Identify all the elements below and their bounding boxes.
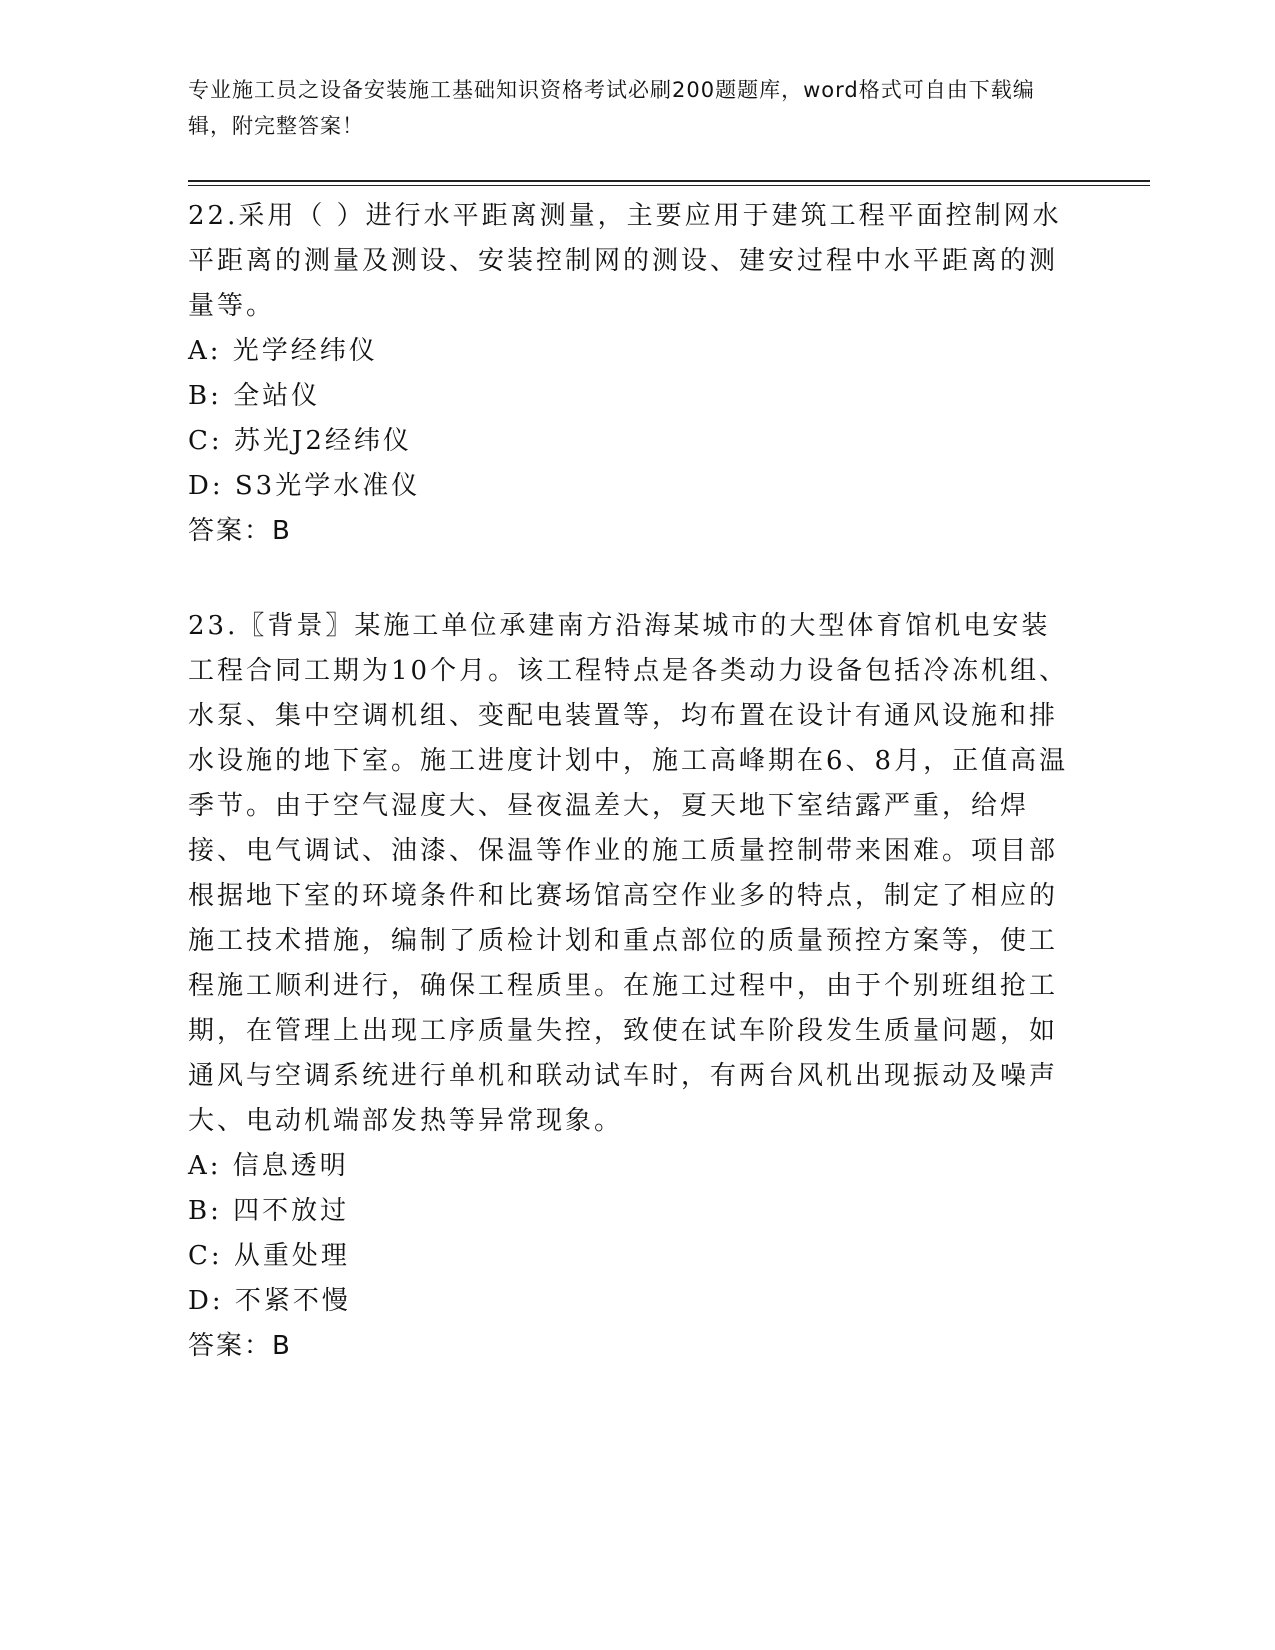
question-22 [188, 194, 1150, 554]
option-b: B: 四不放过 [188, 1196, 350, 1226]
option-c: C: 苏光J2经纬仪 [188, 426, 412, 456]
header-divider [188, 180, 1150, 186]
option-d: D: S3光学水准仪 [188, 471, 421, 501]
option-c: C: 从重处理 [188, 1241, 350, 1271]
question-23 [188, 604, 1150, 1369]
document-header: 专业施工员之设备安装施工基础知识资格考试必刷200题题库，word格式可自由下载编辑，附完整答案！ [188, 78, 1035, 138]
answer: 答案：B [188, 1331, 292, 1361]
option-b: B: 全站仪 [188, 381, 321, 411]
option-a: A: 信息透明 [188, 1151, 349, 1181]
question-stem: 23.〖背景〗某施工单位承建南方沿海某城市的大型体育馆机电安装工程合同工期为10个月。该工程特点是各类动力设备包括冷冻机组、水泵、集中空调机组、变配电装置等，均布置在设计有通风设施和排水设施的地下室。施工进度计划中，施工高峰期在6、8月，正值高温季节。由于空气湿度大、昼夜温差大，夏天地下室结露严重，给焊接、电气调试、油漆、保温等作业的施工质量控制带来困难。项目部根据地下室的环境条件和比赛场馆高空作业多的特点，制定了相应的施工技术措施，编制了质检计划和重点部位的质量预控方案等，使工程施工顺利进行，确保工程质里。在施工过程中，由于个别班组抢工期，在管理上出现工序质量失控，致使在试车阶段发生质量问题，如通风与空调系统进行单机和联动试车时，有两台风机出现振动及噪声大、电动机端部发热等异常现象。 [188, 611, 1069, 1136]
question-stem: 22.采用（ ）进行水平距离测量，主要应用于建筑工程平面控制网水平距离的测量及测设、安装控制网的测设、建安过程中水平距离的测量等。 [188, 201, 1062, 321]
option-a: A: 光学经纬仪 [188, 336, 378, 366]
option-d: D: 不紧不慢 [188, 1286, 351, 1316]
answer: 答案：B [188, 516, 292, 546]
document-page [188, 72, 1150, 1369]
